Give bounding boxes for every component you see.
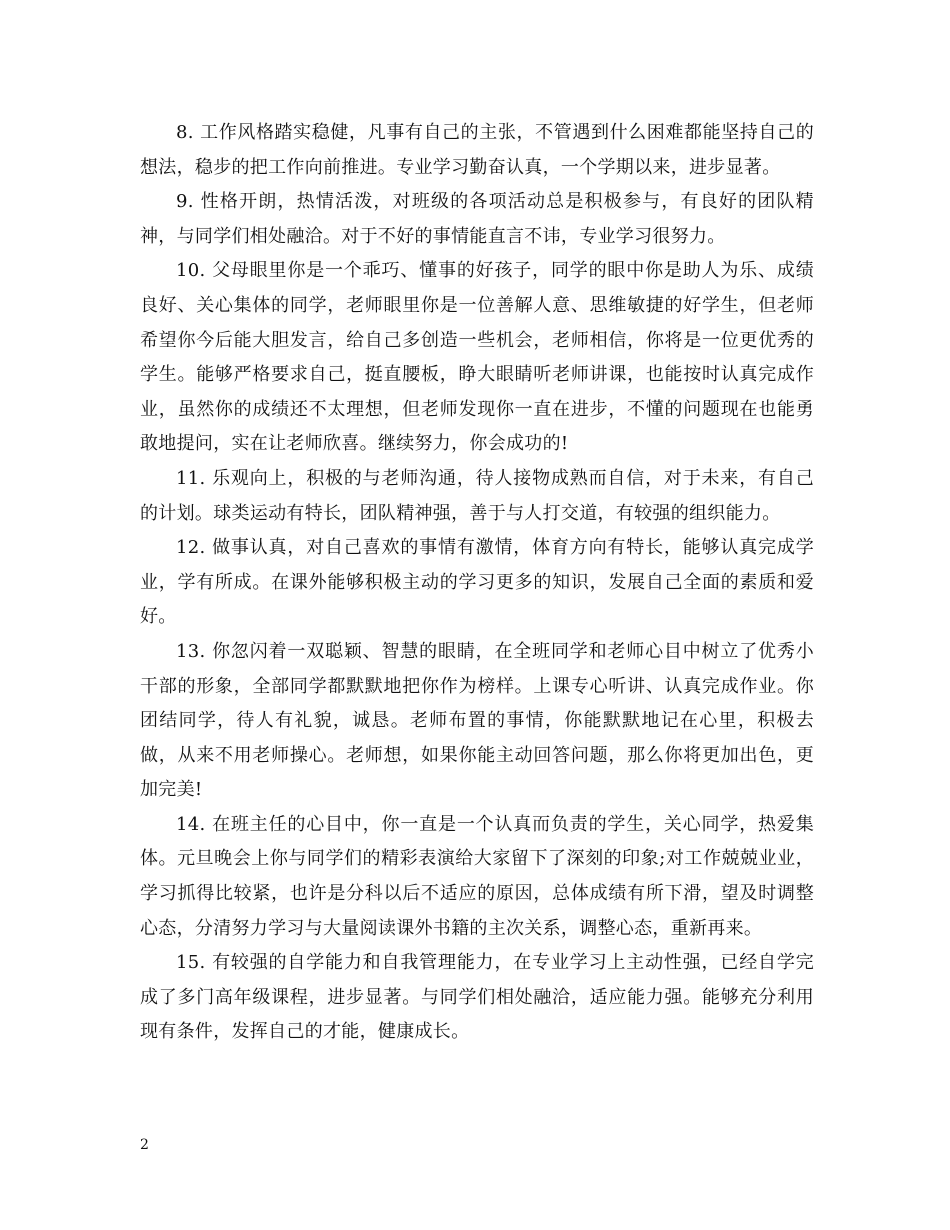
paragraph-comment-14: 14. 在班主任的心目中，你一直是一个认真而负责的学生，关心同学，热爱集体。元旦晚会上你与同学们的精彩表演给大家留下了深刻的印象;对工作兢兢业业，学习抓得比较紧，也许是分科以后不适应的原因，总体成绩有所下滑，望及时调整心态，分清努力学习与大量阅读课外书籍的主次关系，调整心态，重新再来。 bbox=[140, 813, 814, 939]
paragraph-comment-13: 13. 你忽闪着一双聪颖、智慧的眼睛，在全班同学和老师心目中树立了优秀小干部的形象，全部同学都默默地把你作为榜样。上课专心听讲、认真完成作业。你团结同学，待人有礼貌，诚恳。老师布置的事情，你能默默地记在心里，积极去做，从来不用老师操心。老师想，如果你能主动回答问题，那么你将更加出色，更加完美! bbox=[140, 640, 814, 801]
paragraph-comment-10: 10. 父母眼里你是一个乖巧、懂事的好孩子，同学的眼中你是助人为乐、成绩良好、关心集体的同学，老师眼里你是一位善解人意、思维敏捷的好学生，但老师希望你今后能大胆发言，给自己多创造一些机会，老师相信，你将是一位更优秀的学生。能够严格要求自己，挺直腰板，睁大眼睛听老师讲课，也能按时认真完成作业，虽然你的成绩还不太理想，但老师发现你一直在进步，不懂的问题现在也能勇敢地提问，实在让老师欣喜。继续努力，你会成功的! bbox=[140, 260, 814, 455]
paragraph-comment-12: 12. 做事认真，对自己喜欢的事情有激情，体育方向有特长，能够认真完成学业，学有所成。在课外能够积极主动的学习更多的知识，发展自己全面的素质和爱好。 bbox=[140, 537, 814, 628]
paragraph-comment-9: 9. 性格开朗，热情活泼，对班级的各项活动总是积极参与，有良好的团队精神，与同学们相处融洽。对于不好的事情能直言不讳，专业学习很努力。 bbox=[140, 191, 814, 247]
page-number: 2 bbox=[140, 1137, 149, 1153]
paragraph-comment-11: 11. 乐观向上，积极的与老师沟通，待人接物成熟而自信，对于未来，有自己的计划。球类运动有特长，团队精神强，善于与人打交道，有较强的组织能力。 bbox=[140, 467, 814, 524]
document-body bbox=[140, 116, 814, 1050]
paragraph-comment-8: 8. 工作风格踏实稳健，凡事有自己的主张，不管遇到什么困难都能坚持自己的想法，稳步的把工作向前推进。专业学习勤奋认真，一个学期以来，进步显著。 bbox=[140, 122, 814, 178]
paragraph-comment-15: 15. 有较强的自学能力和自我管理能力，在专业学习上主动性强，已经自学完成了多门高年级课程，进步显著。与同学们相处融洽，适应能力强。能够充分利用现有条件，发挥自己的才能，健康成长。 bbox=[140, 952, 814, 1043]
